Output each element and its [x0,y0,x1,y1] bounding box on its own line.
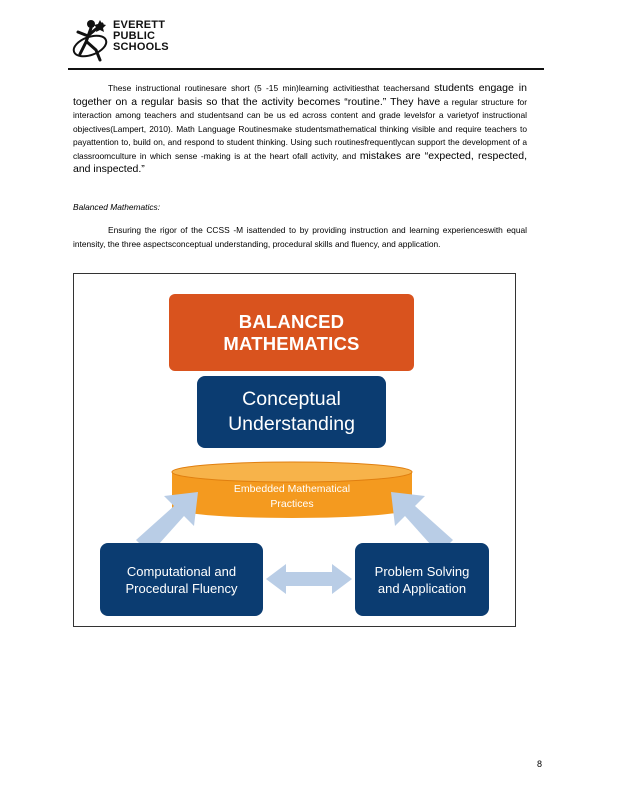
everett-logo [70,14,180,66]
practices-label: Embedded Mathematical Practices [233,483,351,510]
paragraph-balanced: Ensuring the rigor of the CCSS -M isattended to by providing instruction and learning experienceswith equal intensity, the three aspectsconceptual understanding, procedural skills and fluency, and application. [73,225,527,249]
p1-part-d: mistakes are “expected, respected, and inspected.” [73,149,528,175]
computational-fluency-label: Computational and Procedural Fluency [125,563,238,596]
conceptual-understanding-box [197,376,386,448]
p1-part-a: These instructional routinesare short (5 -15 min)learning activitiesthat teachersand [108,83,435,93]
figure-logo-icon [70,16,114,64]
subheading-balanced-mathematics: Balanced Mathematics: [73,202,161,212]
problem-solving-label: Problem Solving and Application [374,563,470,596]
p1-part-c: a regular structure for interaction among teachers and studentsand can be us ed across content and grade levelsfor a varietyof instructional objectives(Lampert, 2010). Math Language Routinesmake studentsmathematical thinking visible and require teachers to payattention to, build on, and respond to student thinking. Using such routinesfrequentlycan support the development of a classroomculture in which sense -making is at the heart ofall activity, and [73,96,528,161]
logo-text [113,20,169,53]
computational-fluency-box [100,543,263,616]
logo-line-3: SCHOOLS [113,41,169,53]
conceptual-understanding-label: Conceptual Understanding [228,388,355,435]
page-number: 8 [537,759,543,769]
logo-line-2: PUBLIC [113,30,156,42]
balanced-math-figure [73,273,516,627]
balanced-mathematics-title-box [169,294,414,371]
problem-solving-box [355,543,489,616]
balanced-mathematics-title: BALANCED MATHEMATICS [223,310,360,354]
paragraph-routines [73,82,527,177]
p1-part-b: students engage in together on a regular basis so that the activity becomes “routine.” They have [73,82,527,108]
logo-line-1: EVERETT [113,19,166,31]
double-arrow-icon [266,564,352,594]
header-rule [68,68,544,70]
